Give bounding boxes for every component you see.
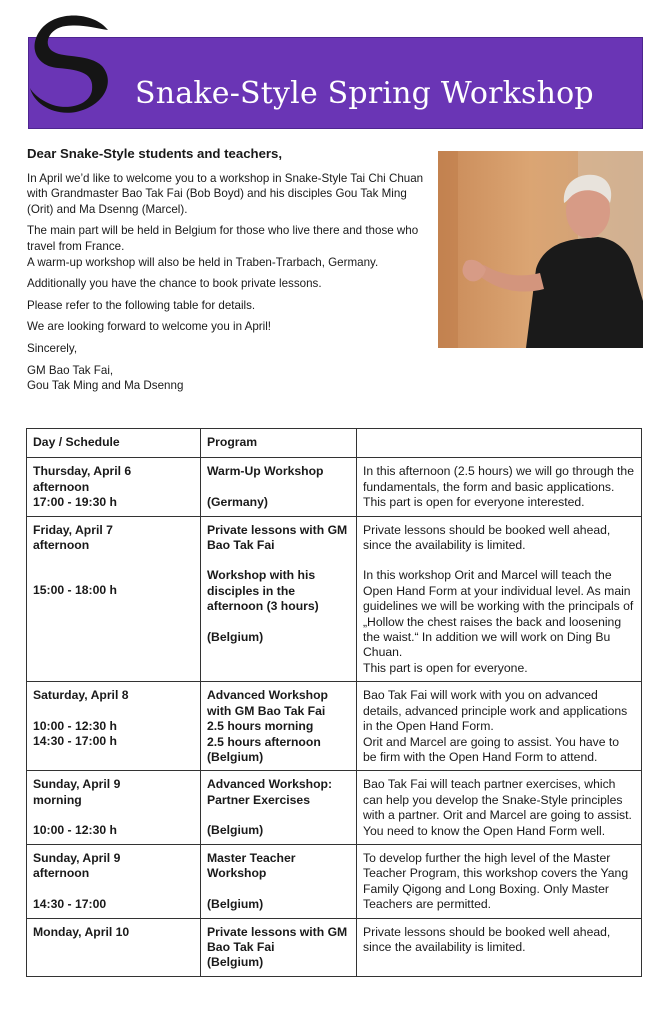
column-header: Day / Schedule (27, 429, 201, 458)
page-title: Snake-Style Spring Workshop (135, 76, 594, 111)
day-cell: Sunday, April 9 afternoon 14:30 - 17:00 (27, 844, 201, 918)
table-header-row (27, 429, 642, 458)
snake-logo-icon (24, 8, 124, 118)
letter-closing: Sincerely, (27, 341, 78, 355)
program-cell: Private lessons with GM Bao Tak Fai (Belgium) (201, 918, 357, 976)
program-cell: Warm-Up Workshop (Germany) (201, 458, 357, 516)
letter-paragraph: In April we’d like to welcome you to a workshop in Snake-Style Tai Chi Chuan with Grandmaster Bao Tak Fai (Bob Boyd) and his disciples Gou Tak Ming (Orit) and Ma Dsenng (Marcel). (27, 171, 424, 216)
signature-line: GM Bao Tak Fai, (27, 363, 114, 377)
table-row (27, 458, 642, 516)
description-cell: Bao Tak Fai will teach partner exercises, which can help you develop the Snake-Style principles with a partner. Orit and Marcel are going to assist. You need to know the Open Hand Form well. (357, 771, 642, 845)
program-cell: Master Teacher Workshop (Belgium) (201, 844, 357, 918)
table-row (27, 682, 642, 771)
grandmaster-photo (438, 151, 643, 348)
letter-paragraph: We are looking forward to welcome you in April! (27, 320, 272, 334)
letter-paragraph: Additionally you have the chance to book private lessons. (27, 277, 322, 291)
table-row (27, 516, 642, 682)
program-cell: Private lessons with GM Bao Tak Fai Workshop with his disciples in the afternoon (3 hours) (Belgium) (201, 516, 357, 682)
greeting: Dear Snake-Style students and teachers, (27, 146, 283, 161)
day-cell: Monday, April 10 (27, 918, 201, 976)
letter-line: The main part will be held in Belgium for those who live there and those who travel from France. (27, 224, 419, 253)
table-row (27, 771, 642, 845)
description-cell: Private lessons should be booked well ahead, since the availability is limited. In this workshop Orit and Marcel will teach the Open Hand Form at your individual level. As main guidelines we will be working with the principals of „Hollow the chest raises the back and loosening the waist.“ In addition we will work on Ding Bu Chuan. This part is open for everyone. (357, 516, 642, 682)
letter-body (27, 146, 427, 400)
description-cell: To develop further the high level of the Master Teacher Program, this workshop covers the Yang Family Qigong and Long Boxing. Only Master Teachers are permitted. (357, 844, 642, 918)
column-header: Program (201, 429, 357, 458)
description-cell: Bao Tak Fai will work with you on advanced details, advanced principle work and applications in the Open Hand Form. Orit and Marcel are going to assist. You have to be firm with the Open Hand Form to attend. (357, 682, 642, 771)
program-cell: Advanced Workshop with GM Bao Tak Fai 2.5 hours morning 2.5 hours afternoon (Belgium) (201, 682, 357, 771)
description-cell: In this afternoon (2.5 hours) we will go through the fundamentals, the form and basic applications. This part is open for everyone interested. (357, 458, 642, 516)
letter-paragraph: Please refer to the following table for details. (27, 298, 256, 312)
day-cell: Thursday, April 6 afternoon 17:00 - 19:30 h (27, 458, 201, 516)
day-cell: Sunday, April 9 morning 10:00 - 12:30 h (27, 771, 201, 845)
signature (27, 363, 427, 394)
table-row (27, 844, 642, 918)
day-cell: Friday, April 7 afternoon 15:00 - 18:00 h (27, 516, 201, 682)
table-row (27, 918, 642, 976)
signature-line: Gou Tak Ming and Ma Dsenng (27, 379, 184, 393)
letter-paragraph (27, 223, 427, 270)
letter-line: A warm-up workshop will also be held in Traben-Trarbach, Germany. (27, 255, 379, 269)
column-header (357, 429, 642, 458)
schedule-table (26, 428, 642, 977)
description-cell: Private lessons should be booked well ahead, since the availability is limited. (357, 918, 642, 976)
day-cell: Saturday, April 8 10:00 - 12:30 h 14:30 - 17:00 h (27, 682, 201, 771)
program-cell: Advanced Workshop: Partner Exercises (Belgium) (201, 771, 357, 845)
